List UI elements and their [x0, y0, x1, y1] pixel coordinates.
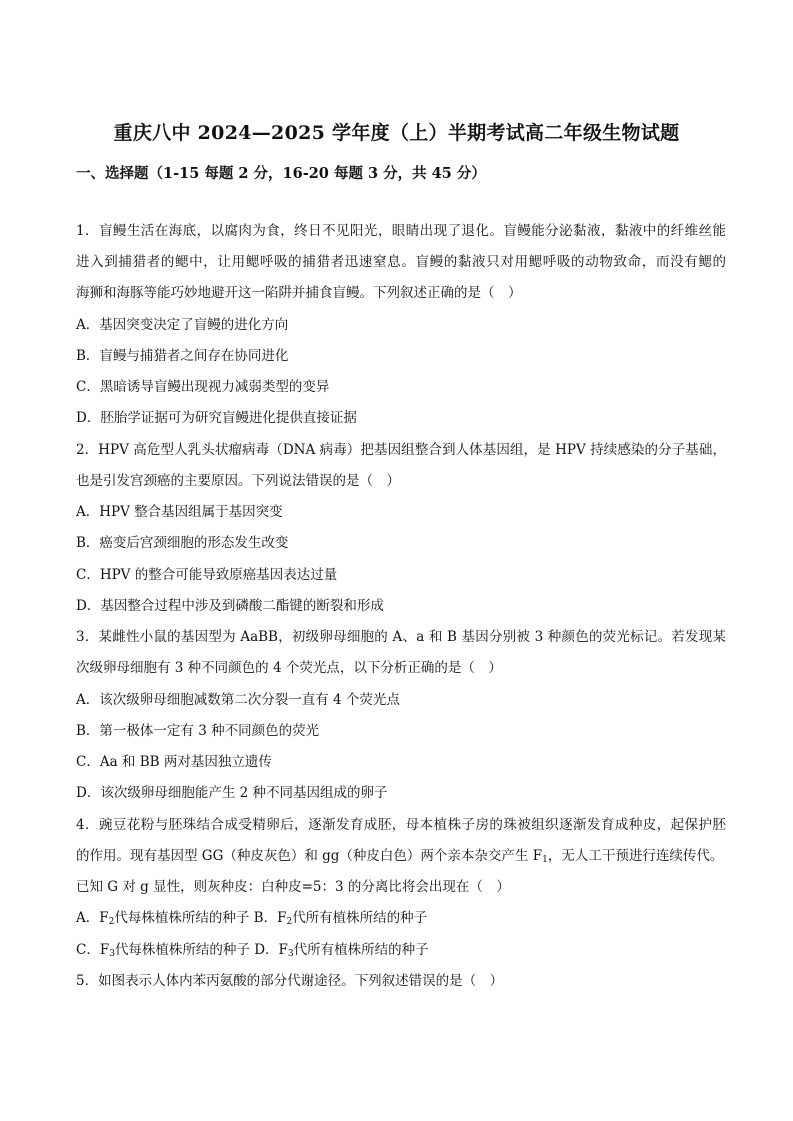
q2-option-b[interactable]: B．癌变后宫颈细胞的形态发生改变	[76, 535, 289, 551]
generation-subscript: 3	[109, 949, 115, 959]
q4-option-ab[interactable]	[76, 909, 726, 927]
q4-stem-text: ，无人工干预进行连续传代。	[547, 848, 724, 864]
option-text: 代所有植株所结的种子	[293, 942, 429, 958]
generation-subscript: 2	[108, 917, 115, 927]
q2-option-a[interactable]: A．HPV 整合基因组属于基因突变	[76, 504, 283, 520]
q1-stem-line: 进入到捕猎者的鳃中，让用鳃呼吸的捕猎者迅速窒息。盲鳗的黏液只对用鳃呼吸的动物致命，而没有鳃的	[76, 254, 726, 270]
q2-option-d[interactable]: D．基因整合过程中涉及到磷酸二酯键的断裂和形成	[76, 598, 384, 614]
q3-stem-line: 次级卵母细胞有 3 种不同颜色的 4 个荧光点，以下分析正确的是（ ）	[76, 660, 502, 676]
q1-option-b[interactable]: B．盲鳗与捕猎者之间存在协同进化	[76, 348, 289, 364]
q1-option-d[interactable]: D．胚胎学证据可为研究盲鳗进化提供直接证据	[76, 410, 357, 426]
q1-stem-line: 1．盲鳗生活在海底，以腐肉为食，终日不见阳光，眼睛出现了退化。盲鳗能分泌黏液，黏液中的纤维丝能	[76, 223, 726, 239]
q1-stem-line: 海狮和海豚等能巧妙地避开这一陷阱并捕食盲鳗。下列叙述正确的是（ ）	[76, 285, 522, 301]
q4-option-cd[interactable]	[76, 941, 726, 959]
generation-subscript: 2	[286, 917, 293, 927]
q3-option-b[interactable]: B．第一极体一定有 3 种不同颜色的荧光	[76, 723, 320, 739]
option-text: 代所有植株所结的种子	[292, 910, 428, 926]
generation-subscript: 3	[287, 949, 294, 959]
q4-stem-line	[76, 847, 726, 865]
section-heading: 一、选择题（1-15 每题 2 分，16-20 每题 3 分，共 45 分）	[76, 165, 486, 182]
option-text: A．F	[76, 910, 109, 926]
q1-option-c[interactable]: C．黑暗诱导盲鳗出现视力减弱类型的变异	[76, 379, 330, 395]
q4-stem-line: 4．豌豆花粉与胚珠结合成受精卵后，逐渐发育成胚，母本植株子房的珠被组织逐渐发育成种皮，起保护胚	[76, 817, 726, 833]
q2-stem-line: 也是引发宫颈癌的主要原因。下列说法错误的是（ ）	[76, 473, 400, 489]
option-text: 代每株植株所结的种子 B．F	[114, 910, 287, 926]
q3-option-a[interactable]: A．该次级卵母细胞减数第二次分裂一直有 4 个荧光点	[76, 692, 400, 708]
q5-stem-line: 5．如图表示人体内苯丙氨酸的部分代谢途径。下列叙述错误的是（ ）	[76, 973, 504, 989]
page-title: 重庆八中 2024—2025 学年度（上）半期考试高二年级生物试题	[113, 122, 680, 144]
q4-f1-subscript: 1	[542, 855, 548, 865]
q4-stem-line: 已知 G 对 g 显性，则灰种皮：白种皮=5：3 的分离比将会出现在（ ）	[76, 879, 510, 895]
q4-stem-text: 的作用。现有基因型 GG（种皮灰色）和 gg（种皮白色）两个亲本杂交产生 F	[76, 848, 543, 864]
option-text: C．F	[76, 942, 110, 958]
q3-option-d[interactable]: D．该次级卵母细胞能产生 2 种不同基因组成的卵子	[76, 785, 388, 801]
q3-stem-line: 3．某雌性小鼠的基因型为 AaBB，初级卵母细胞的 A、a 和 B 基因分别被 3 种颜色的荧光标记。若发现某	[76, 629, 726, 645]
q2-option-c[interactable]: C．HPV 的整合可能导致原癌基因表达过量	[76, 567, 338, 583]
q1-option-a[interactable]: A．基因突变决定了盲鳗的进化方向	[76, 317, 289, 333]
q3-option-c[interactable]: C．Aa 和 BB 两对基因独立遗传	[76, 754, 272, 770]
q2-stem-line: 2．HPV 高危型人乳头状瘤病毒（DNA 病毒）把基因组整合到人体基因组，是 HPV 持续感染的分子基础，	[76, 442, 726, 458]
option-text: 代每株植株所结的种子 D．F	[114, 942, 288, 958]
